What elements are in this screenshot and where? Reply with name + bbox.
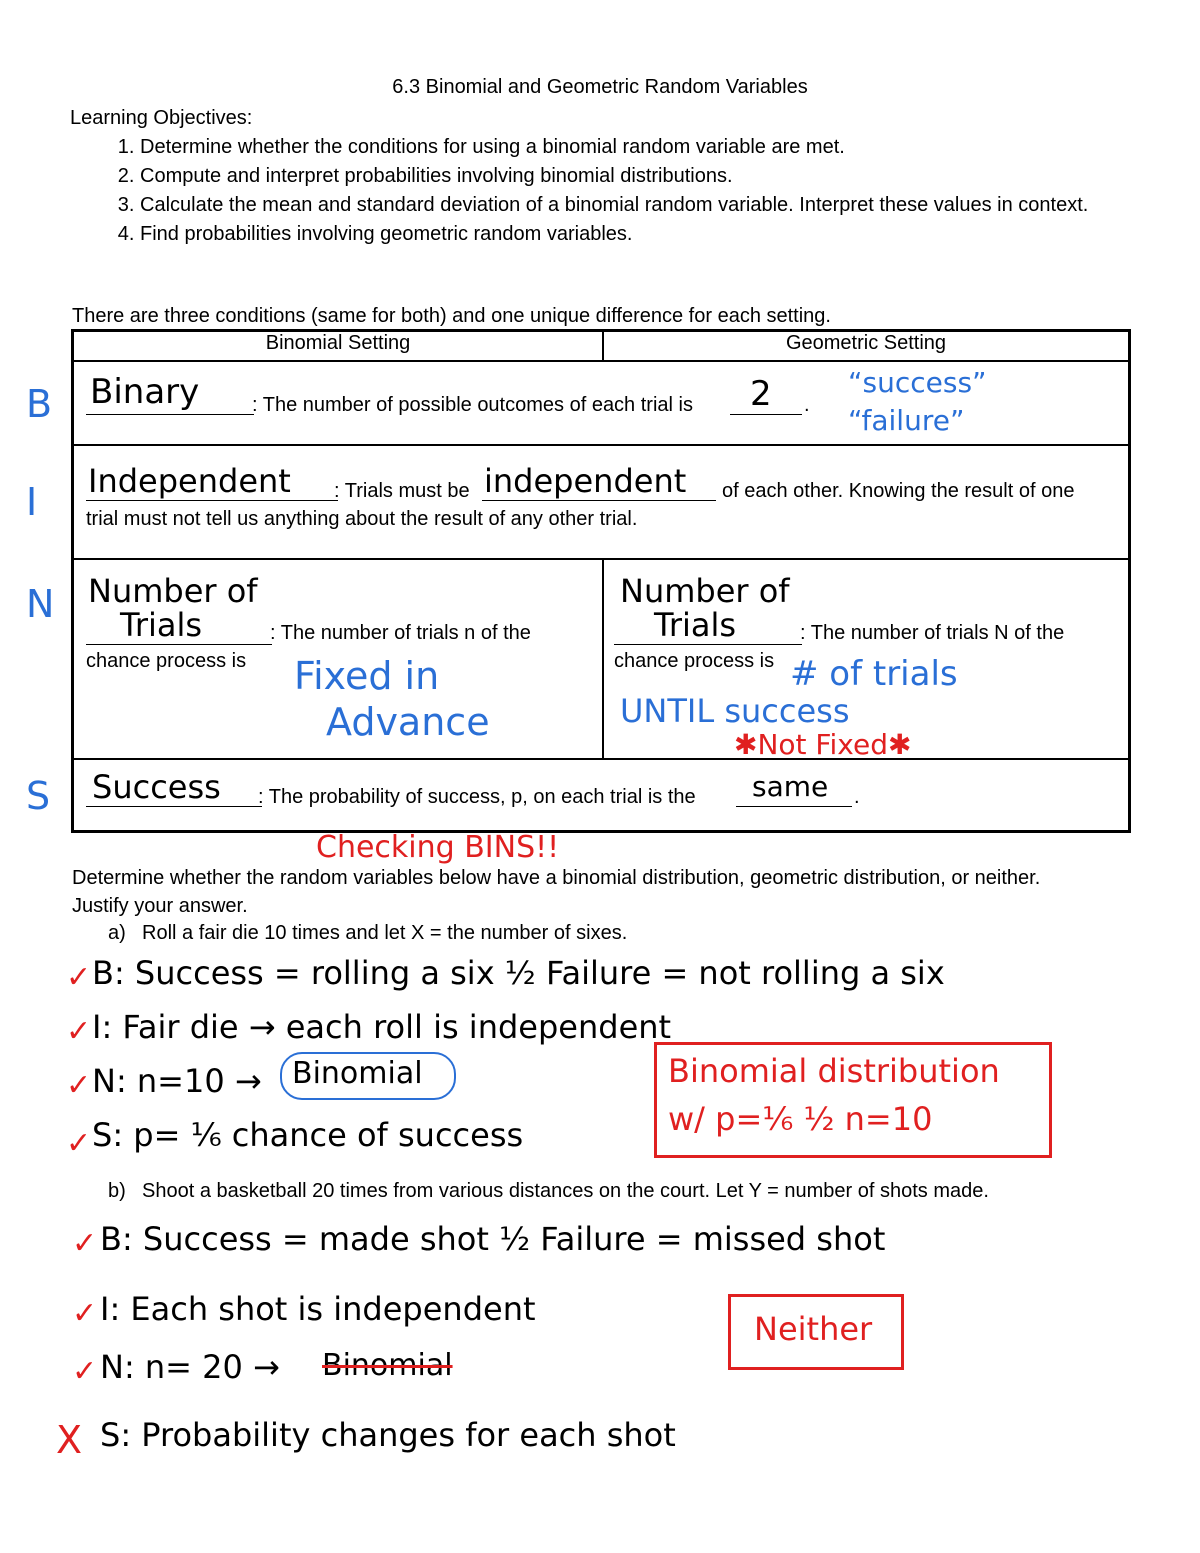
- header-binomial: Binomial Setting: [73, 331, 604, 362]
- check-icon: ✓: [66, 1068, 92, 1103]
- bins-letter-s: S: [26, 774, 51, 818]
- independent-text-2: of each other. Knowing the result of one: [722, 480, 1075, 502]
- part-a-line-s: S: p= ⅙ chance of success: [92, 1116, 524, 1154]
- part-a-line-b: B: Success = rolling a six ½ Failure = not rolling a six: [92, 954, 945, 992]
- part-a-text: Roll a fair die 10 times and let X = the number of sixes.: [142, 922, 628, 944]
- part-b-crossed-binomial: Binomial: [322, 1348, 453, 1383]
- part-b-conclusion: Neither: [754, 1310, 873, 1348]
- page-title: 6.3 Binomial and Geometric Random Variables: [392, 76, 808, 98]
- independent-text-3: trial must not tell us anything about the result of any other trial.: [86, 508, 638, 530]
- part-a-conclusion-1: Binomial distribution: [668, 1052, 1000, 1090]
- success-text: : The probability of success, p, on each trial is the: [258, 786, 696, 808]
- number-hand-1: Number of: [88, 572, 258, 610]
- part-b-line-s: S: Probability changes for each shot: [100, 1416, 676, 1454]
- independent-text-1: : Trials must be: [334, 480, 470, 502]
- part-a-conclusion-2: w/ p=⅙ ½ n=10: [668, 1100, 933, 1138]
- objective-item: 2. Compute and interpret probabilities involving binomial distributions.: [140, 162, 1100, 191]
- advance-answer: Advance: [326, 700, 490, 744]
- binary-success: “success”: [848, 366, 987, 399]
- row-independent: [73, 445, 1130, 559]
- success-answer: same: [752, 770, 829, 803]
- number-text-geometric: : The number of trials N of the: [800, 622, 1065, 644]
- check-icon: ✓: [72, 1226, 98, 1261]
- binary-failure: “failure”: [848, 404, 965, 437]
- number-hand-2-geo: Trials: [654, 606, 737, 644]
- check-icon: ✓: [66, 1126, 92, 1161]
- check-icon: ✓: [66, 1014, 92, 1049]
- number-text-binomial: : The number of trials n of the: [270, 622, 531, 644]
- binary-hand: Binary: [90, 372, 200, 412]
- x-mark-icon: X: [56, 1418, 83, 1462]
- check-icon: ✓: [72, 1296, 98, 1331]
- bins-letter-i: I: [26, 480, 38, 524]
- question-intro: Determine whether the random variables below have a binomial distribution, geometric distribution, or neither. Justify your answer.: [72, 867, 1041, 917]
- row-success: Success : The probability of success, p, on each trial is the same .: [73, 759, 1130, 832]
- trials-answer: # of trials: [790, 654, 958, 694]
- independent-hand: Independent: [88, 462, 291, 500]
- part-a-label: a): [108, 922, 126, 944]
- part-b-line-i: I: Each shot is independent: [100, 1290, 536, 1328]
- row-binary: Binary : The number of possible outcomes of each trial is . 2 “success” “failure”: [73, 361, 1130, 445]
- until-success-answer: UNTIL success: [620, 692, 850, 730]
- fixed-in-answer: Fixed in: [294, 654, 440, 698]
- objective-item: 1. Determine whether the conditions for using a binomial random variable are met.: [140, 133, 1100, 162]
- number-text-geometric-2: chance process is: [614, 650, 775, 672]
- objectives-heading: Learning Objectives:: [70, 107, 253, 129]
- part-b-line-b: B: Success = made shot ½ Failure = missed shot: [100, 1220, 886, 1258]
- learning-objectives: [70, 104, 1100, 249]
- row-number-geometric: [603, 559, 1130, 759]
- objective-item: 4. Find probabilities involving geometric random variables.: [140, 220, 1100, 249]
- success-hand: Success: [92, 768, 221, 806]
- not-fixed-answer: ✱Not Fixed✱: [734, 728, 912, 761]
- row-number-binomial: [73, 559, 604, 759]
- part-b-line-n: N: n= 20 →: [100, 1348, 280, 1386]
- binary-answer: 2: [750, 374, 772, 414]
- number-text-binomial-2: chance process is: [86, 650, 247, 672]
- number-hand-2: Trials: [120, 606, 203, 644]
- bins-letter-n: N: [26, 582, 55, 626]
- intro-text: There are three conditions (same for both) and one unique difference for each setting.: [72, 305, 831, 327]
- independent-answer: independent: [484, 462, 687, 500]
- part-a-line-n: N: n=10 →: [92, 1062, 262, 1100]
- bins-letter-b: B: [26, 382, 53, 426]
- check-icon: ✓: [72, 1354, 98, 1389]
- header-geometric: Geometric Setting: [603, 331, 1130, 362]
- conditions-table: [71, 329, 1131, 833]
- objective-item: 3. Calculate the mean and standard deviation of a binomial random variable. Interpret these values in context.: [140, 191, 1100, 220]
- number-hand-1-geo: Number of: [620, 572, 790, 610]
- part-a-line-i: I: Fair die → each roll is independent: [92, 1008, 672, 1046]
- part-a-binomial-oval: Binomial: [292, 1056, 423, 1091]
- binary-text: : The number of possible outcomes of each trial is: [252, 394, 693, 416]
- part-b-text: Shoot a basketball 20 times from various distances on the court. Let Y = number of shots made.: [142, 1180, 989, 1202]
- part-b-label: b): [108, 1180, 126, 1202]
- check-icon: ✓: [66, 960, 92, 995]
- checking-bins-note: Checking BINS!!: [316, 830, 560, 865]
